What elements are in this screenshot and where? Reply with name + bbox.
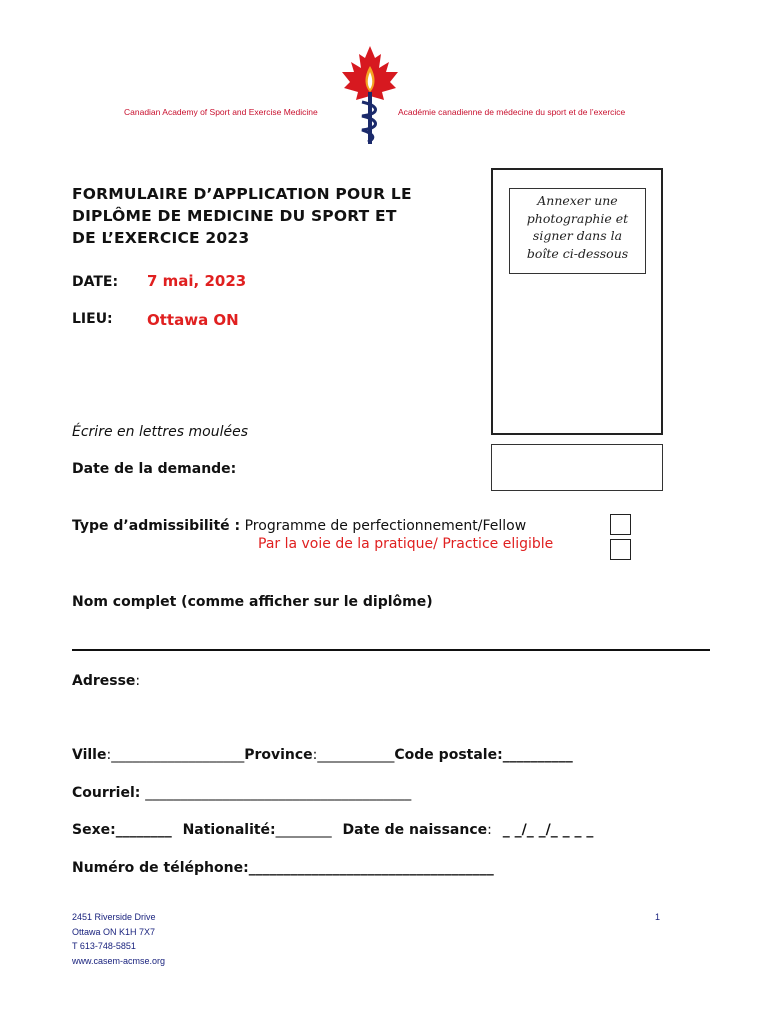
phone-field[interactable]: ___________________________________ [248, 860, 494, 876]
photo-instruction-line: signer dans la [532, 228, 623, 243]
photo-instruction-line: photographie et [526, 210, 629, 226]
print-instruction: Écrire en lettres moulées [72, 424, 249, 440]
city-field[interactable]: ___________________ [111, 747, 245, 763]
request-date-field[interactable] [491, 444, 663, 491]
sex-nationality-dob-row [72, 822, 593, 838]
footer-address-line: T 613-748-5851 [72, 941, 136, 951]
email-label: Courriel: [72, 785, 141, 801]
photo-instruction-line: boîte ci-dessous [526, 245, 629, 261]
casem-logo-icon [334, 42, 406, 148]
date-label: DATE: [72, 274, 119, 290]
lieu-value: Ottawa ON [147, 311, 239, 329]
form-title [72, 183, 492, 249]
eligibility-option-fellow: Programme de perfectionnement/Fellow [244, 518, 527, 534]
province-label: Province [244, 747, 313, 763]
photo-instruction-line: Annexer une [537, 193, 618, 208]
title-line: DIPLÔME DE MEDICINE DU SPORT ET [72, 207, 397, 225]
address-colon: : [135, 673, 141, 689]
nationality-label: Nationalité: [182, 822, 276, 838]
dob-label: Date de naissance [342, 822, 488, 838]
city-label: Ville [72, 747, 107, 763]
date-value: 7 mai, 2023 [147, 272, 247, 290]
city-colon: : [106, 747, 112, 763]
sex-label: Sexe: [72, 822, 116, 838]
fellow-checkbox[interactable] [610, 514, 631, 535]
full-name-line[interactable] [72, 649, 710, 651]
request-date-label: Date de la demande: [72, 461, 237, 477]
practice-checkbox[interactable] [610, 539, 631, 560]
address-row[interactable] [72, 673, 140, 689]
footer-address [72, 910, 165, 968]
province-colon: : [312, 747, 318, 763]
email-row [72, 785, 411, 801]
title-line: DE L’EXERCICE 2023 [72, 229, 250, 247]
sex-field[interactable]: ________ [115, 822, 172, 838]
email-field[interactable]: ______________________________________ [145, 785, 412, 801]
dob-colon: : [487, 822, 492, 838]
nationality-field[interactable]: ________ [275, 822, 332, 838]
page-number: 1 [655, 912, 661, 922]
photo-instruction [509, 188, 646, 274]
postal-field[interactable]: __________ [502, 747, 573, 763]
postal-label: Code postale: [394, 747, 503, 763]
phone-row [72, 860, 494, 876]
org-name-fr: Académie canadienne de médecine du sport et de l’exercice [398, 107, 626, 117]
footer-website-link[interactable]: www.casem-acmse.org [72, 955, 166, 966]
dob-field[interactable]: _ _/_ _/_ _ _ _ [502, 822, 594, 838]
full-name-label: Nom complet (comme afficher sur le diplôme) [72, 594, 433, 610]
eligibility-row [72, 518, 526, 534]
province-field[interactable]: ___________ [317, 747, 395, 763]
city-province-postal-row [72, 747, 573, 763]
eligibility-option-practice: Par la voie de la pratique/ Practice eligible [258, 536, 554, 552]
title-line: FORMULAIRE D’APPLICATION POUR LE [72, 185, 412, 203]
eligibility-label: Type d’admissibilité : [72, 518, 241, 534]
org-name-en: Canadian Academy of Sport and Exercise Medicine [124, 107, 318, 117]
lieu-label: LIEU: [72, 311, 113, 327]
phone-label: Numéro de téléphone: [72, 860, 249, 876]
footer-address-line: 2451 Riverside Drive [72, 912, 156, 922]
footer-address-line: Ottawa ON K1H 7X7 [72, 926, 156, 937]
address-label: Adresse [72, 673, 136, 689]
